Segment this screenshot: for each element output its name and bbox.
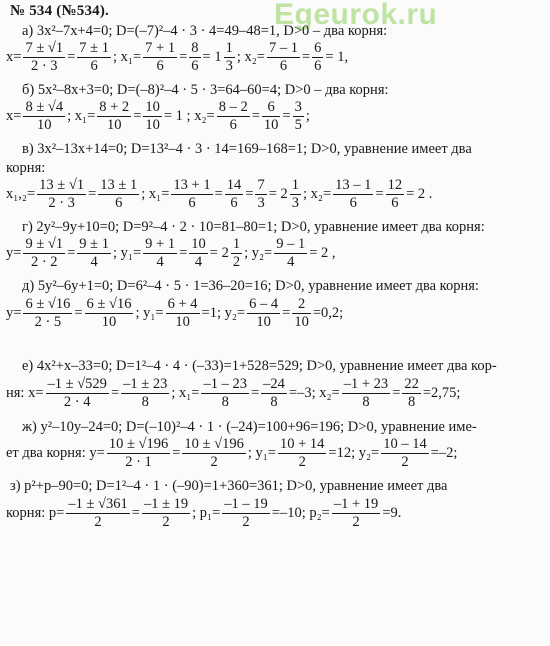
part-g-solution [6, 236, 336, 271]
part-g-frac-4-num: 10 [191, 236, 206, 252]
part-b-frac-2-den: 10 [106, 117, 122, 133]
part-e-frac-4-den: 8 [270, 394, 278, 410]
part-zh-y: ет два корня: y= [6, 445, 105, 461]
part-a-frac-2-num: 7 ± 1 [79, 40, 110, 56]
part-b-mid: = 1 ; x₂= [163, 108, 215, 124]
part-b-frac-3-num: 10 [145, 99, 160, 115]
part-zh-frac-2 [182, 436, 245, 471]
part-a-frac-4-den: 6 [191, 58, 199, 74]
part-e-frac-1-den: 2 · 4 [63, 394, 91, 410]
part-g-end: = 2 , [309, 245, 336, 261]
part-a-end: = 1, [325, 49, 349, 65]
part-b-line: б) 5x²–8x+3=0; D=(–8)²–4 · 5 · 3=64–60=4; D>0 – два корня: [22, 82, 389, 98]
part-v-frac-7-num: 13 – 1 [335, 177, 372, 193]
part-a-frac-5-den: 3 [225, 58, 233, 74]
part-g-frac-3-den: 4 [156, 254, 164, 270]
part-z-frac-2-den: 2 [162, 514, 170, 530]
part-b-eq1: = [133, 108, 142, 124]
part-g-frac-1-den: 2 · 2 [30, 254, 58, 270]
part-a-frac-4-num: 8 [191, 40, 199, 56]
part-e-frac-5-num: –1 + 23 [343, 376, 389, 392]
part-d-frac-1-num: 6 ± √16 [25, 296, 71, 312]
part-e-mid: =–3; x₂= [288, 385, 340, 401]
part-b-frac-4-den: 6 [229, 117, 237, 133]
part-e-x: ня: x= [6, 385, 44, 401]
part-zh-line: ж) y²–10y–24=0; D=(–10)²–4 · 1 · (–24)=100+96=196; D>0, уравнение име- [22, 419, 477, 435]
part-v-line-2: корня: [6, 160, 46, 176]
part-v-frac-2-num: 13 ± 1 [100, 177, 138, 193]
part-d-frac-1-den: 2 · 5 [34, 314, 62, 330]
part-z-frac-3 [222, 496, 270, 531]
part-a-eq4: = [301, 49, 311, 65]
part-zh-frac-1-num: 10 ± √196 [108, 436, 169, 452]
part-d-end: =0,2; [312, 305, 344, 321]
part-v-eq1: = [88, 186, 97, 202]
part-b-sep1: ; x₁= [67, 108, 96, 124]
part-e-frac-6-num: 22 [404, 376, 419, 392]
part-zh-frac-4-num: 10 – 14 [383, 436, 427, 452]
part-v-frac-7 [333, 177, 373, 212]
part-z-mid: =–10; p₂= [271, 505, 330, 521]
part-zh-frac-1-den: 2 · 1 [125, 454, 152, 470]
part-v-eq2: = [214, 186, 223, 202]
part-d-frac-5-den: 10 [294, 314, 309, 330]
part-z-frac-1-num: –1 ± √361 [68, 496, 128, 512]
part-e-end: =2,75; [422, 385, 461, 401]
part-v-eq4: = 2 [268, 186, 288, 202]
part-g-frac-3 [143, 236, 177, 271]
part-v-frac-2 [98, 177, 139, 212]
part-v-frac-7-den: 6 [349, 195, 357, 211]
part-v-frac-4 [225, 177, 244, 212]
part-v-frac-3-num: 13 + 1 [173, 177, 211, 193]
part-d-frac-1 [23, 296, 72, 331]
part-b-frac-3-den: 10 [145, 117, 160, 133]
part-b-x: x= [6, 108, 22, 124]
part-d-frac-2-num: 6 ± √16 [86, 296, 132, 312]
part-b-frac-5-num: 6 [262, 99, 281, 117]
part-e-frac-3-num: –1 – 23 [203, 376, 247, 392]
part-a-line: а) 3x²–7x+4=0; D=(–7)²–4 · 3 · 4=49–48=1, D>0 – два корня: [22, 23, 388, 39]
part-v-x: x₁,₂= [6, 186, 36, 202]
part-g-y: y= [6, 245, 22, 261]
part-v-sep2: ; x₂= [303, 186, 332, 202]
part-e-sep1: ; x₁= [171, 385, 200, 401]
part-b-eq2: = [251, 108, 260, 124]
part-a-frac-7-den: 6 [314, 58, 322, 74]
part-g-frac-2-num: 9 ± 1 [79, 236, 110, 252]
part-v-frac-4-den: 6 [230, 195, 238, 211]
part-v-end: = 2 . [406, 186, 433, 202]
part-a-frac-3-num: 7 + 1 [145, 40, 176, 56]
part-z-line: з) p²+p–90=0; D=1²–4 · 1 · (–90)=1+360=361; D>0, уравнение имеет два [10, 478, 448, 494]
part-b-frac-4 [217, 99, 250, 134]
part-g-frac-1 [23, 236, 65, 271]
part-v-frac-8-den: 6 [391, 195, 399, 211]
part-e-eq1: = [110, 385, 120, 401]
part-b-frac-2-num: 8 + 2 [99, 99, 130, 115]
part-v-frac-4-num: 14 [226, 177, 242, 193]
part-g-frac-3-num: 9 + 1 [145, 236, 176, 252]
part-e-frac-2-den: 8 [141, 394, 149, 410]
part-e-frac-3-den: 8 [221, 394, 229, 410]
part-e-frac-6-den: 8 [408, 394, 416, 410]
part-b-frac-1-num: 8 ± √4 [25, 99, 64, 115]
part-zh-frac-4 [381, 436, 429, 471]
part-z-frac-2 [142, 496, 190, 531]
part-zh-frac-3-den: 2 [298, 454, 306, 470]
part-d-frac-3-den: 10 [175, 314, 190, 330]
part-a-frac-1-num: 7 ± √1 [25, 40, 64, 56]
part-e-solution [6, 376, 460, 411]
part-a-frac-3 [143, 40, 177, 75]
part-zh-frac-2-den: 2 [210, 454, 218, 470]
part-d-frac-5-num: 2 [292, 296, 311, 314]
part-g-frac-6-den: 4 [287, 254, 295, 270]
part-d-frac-3 [166, 296, 200, 331]
part-z-frac-1 [66, 496, 129, 531]
site-watermark: Egeurok.ru [274, 0, 438, 31]
part-g-frac-4 [189, 236, 208, 271]
part-a-frac-6 [267, 40, 300, 75]
part-zh-frac-1 [107, 436, 170, 471]
part-a-frac-7-num: 6 [314, 40, 322, 56]
part-b-frac-6-den: 5 [294, 117, 302, 133]
part-b-frac-1 [23, 99, 65, 134]
part-v-frac-8-num: 12 [387, 177, 403, 193]
part-v-frac-5-den: 3 [257, 195, 265, 211]
part-a-frac-2-den: 6 [90, 58, 98, 74]
part-b-frac-1-den: 10 [37, 117, 52, 133]
part-d-y: y= [6, 305, 22, 321]
part-v-eq5: = [375, 186, 384, 202]
part-b-frac-6 [293, 99, 304, 134]
part-g-frac-5-num: 1 [232, 236, 241, 252]
part-g-sep2: ; y₂= [244, 245, 273, 261]
part-e-frac-6 [402, 376, 421, 411]
part-z-frac-4-den: 2 [352, 514, 360, 530]
part-g-frac-4-den: 4 [194, 254, 203, 270]
part-z-frac-4-num: –1 + 19 [333, 496, 379, 512]
part-e-frac-4-num: –24 [263, 376, 285, 392]
part-d-solution [6, 296, 343, 331]
part-v-frac-3-den: 6 [188, 195, 196, 211]
part-a-frac-6-num: 7 – 1 [268, 40, 298, 56]
part-a-frac-2 [77, 40, 111, 75]
part-a-frac-1 [23, 40, 65, 75]
part-a-x: x= [6, 49, 22, 65]
part-zh-frac-3-num: 10 + 14 [279, 436, 325, 452]
part-v-line-1: в) 3x²–13x+14=0; D=13²–4 · 3 · 14=169–168=1; D>0, уравнение имеет два [22, 141, 472, 157]
part-g-eq3: = 2 [209, 245, 229, 261]
part-v-frac-3 [171, 177, 212, 212]
part-z-solution [6, 496, 401, 531]
part-zh-solution [6, 436, 457, 471]
part-v-frac-1-den: 2 · 3 [48, 195, 75, 211]
part-d-frac-3-num: 6 + 4 [167, 296, 198, 312]
part-d-line: д) 5y²–6y+1=0; D=6²–4 · 5 · 1=36–20=16; D>0, уравнение имеет два корня: [22, 278, 479, 294]
part-g-frac-6-num: 9 – 1 [276, 236, 306, 252]
part-e-frac-2-num: –1 ± 23 [123, 376, 168, 392]
part-g-sep1: ; y₁= [113, 245, 142, 261]
part-e-frac-5 [342, 376, 390, 411]
part-z-frac-1-den: 2 [94, 514, 102, 530]
part-a-frac-4 [189, 40, 200, 75]
part-b-frac-2 [97, 99, 131, 134]
part-e-frac-1 [46, 376, 109, 411]
part-z-end: =9. [382, 505, 402, 521]
part-d-frac-5 [292, 296, 311, 331]
part-d-sep1: ; y₁= [135, 305, 164, 321]
part-e-frac-1-num: –1 ± √529 [47, 376, 107, 392]
part-v-frac-1 [37, 177, 86, 212]
part-e-frac-4 [261, 376, 287, 411]
part-a-frac-7 [312, 40, 323, 75]
part-b-frac-5 [262, 99, 281, 134]
part-b-end: ; [305, 108, 310, 124]
part-a-sep1: ; x₁= [113, 49, 142, 65]
part-a-eq3: = 1 [202, 49, 222, 65]
part-e-eq3: = [392, 385, 401, 401]
part-g-eq2: = [179, 245, 188, 261]
part-g-line: г) 2y²–9y+10=0; D=9²–4 · 2 · 10=81–80=1; D>0, уравнение имеет два корня: [22, 219, 485, 235]
part-g-frac-5-den: 2 [232, 254, 241, 270]
part-zh-sep1: ; y₁= [247, 445, 276, 461]
part-d-eq1: = [74, 305, 83, 321]
part-e-frac-5-den: 8 [362, 394, 370, 410]
part-a-frac-1-den: 2 · 3 [30, 58, 58, 74]
part-g-frac-2 [77, 236, 111, 271]
part-v-frac-5-num: 7 [257, 177, 265, 193]
part-z-frac-2-num: –1 ± 19 [143, 496, 189, 512]
part-a-frac-5-num: 1 [225, 40, 233, 56]
part-b-frac-5-den: 10 [263, 117, 279, 133]
part-d-eq2: = [282, 305, 291, 321]
part-v-eq3: = [245, 186, 254, 202]
part-d-mid: =1; y₂= [201, 305, 246, 321]
part-a-frac-5 [224, 40, 235, 75]
part-a-sep2: ; x₂= [236, 49, 265, 65]
part-g-frac-2-den: 4 [90, 254, 98, 270]
part-z-sep1: ; p₁= [192, 505, 221, 521]
part-a-eq2: = [179, 49, 188, 65]
part-v-frac-6-den: 3 [291, 195, 300, 211]
part-v-frac-8 [386, 177, 405, 212]
part-d-frac-4-den: 10 [256, 314, 271, 330]
part-z-frac-3-num: –1 – 19 [224, 496, 268, 512]
part-d-frac-2 [85, 296, 134, 331]
part-d-frac-4-num: 6 – 4 [249, 296, 279, 312]
part-z-eq1: = [131, 505, 140, 521]
part-v-frac-6-num: 1 [291, 177, 300, 193]
part-a-eq1: = [67, 49, 76, 65]
part-g-frac-6 [274, 236, 307, 271]
part-e-frac-2 [121, 376, 169, 411]
part-b-frac-6-num: 3 [294, 99, 302, 115]
part-z-p: корня: p= [6, 505, 65, 521]
part-zh-frac-3 [278, 436, 326, 471]
part-v-frac-1-num: 13 ± √1 [39, 177, 85, 193]
part-z-frac-4 [332, 496, 380, 531]
part-e-eq2: = [250, 385, 260, 401]
part-b-frac-3 [143, 99, 162, 134]
part-b-frac-4-num: 8 – 2 [218, 99, 248, 115]
part-e-frac-3 [201, 376, 249, 411]
part-v-solution [6, 177, 432, 212]
part-zh-frac-4-den: 2 [401, 454, 409, 470]
part-v-frac-6 [290, 177, 301, 212]
part-zh-eq1: = [172, 445, 181, 461]
part-zh-mid: =12; y₂= [328, 445, 380, 461]
page-title: № 534 (№534). [10, 3, 109, 19]
part-v-sep1: ; x₁= [141, 186, 170, 202]
part-zh-frac-2-num: 10 ± √196 [184, 436, 244, 452]
part-a-solution [6, 40, 348, 75]
part-b-eq3: = [282, 108, 291, 124]
part-e-line: е) 4x²+x–33=0; D=1²–4 · 4 · (–33)=1+528=529; D>0, уравнение имеет два кор- [22, 358, 497, 374]
part-g-frac-1-num: 9 ± √1 [25, 236, 64, 252]
part-g-frac-5 [231, 236, 242, 271]
part-z-frac-3-den: 2 [242, 514, 250, 530]
part-b-solution [6, 99, 310, 134]
part-d-frac-4 [247, 296, 280, 331]
part-v-frac-5 [255, 177, 266, 212]
part-zh-end: =–2; [430, 445, 458, 461]
part-a-frac-6-den: 6 [279, 58, 288, 74]
part-g-eq1: = [67, 245, 76, 261]
part-v-frac-2-den: 6 [115, 195, 123, 211]
part-d-frac-2-den: 10 [101, 314, 117, 330]
part-a-frac-3-den: 6 [156, 58, 164, 74]
